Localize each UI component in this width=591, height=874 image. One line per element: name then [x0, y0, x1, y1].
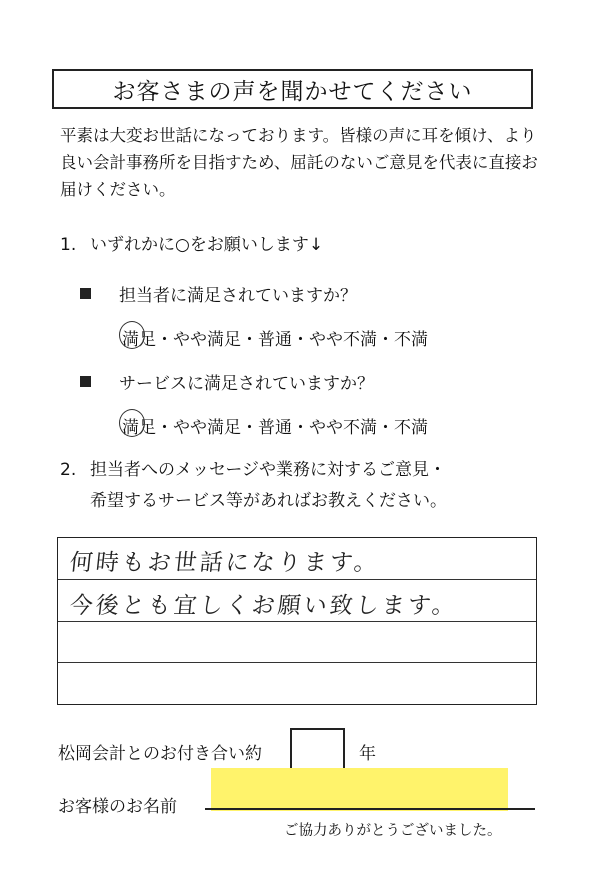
- question-2: [60, 455, 447, 517]
- survey-title-text: お客さまの声を聞かせてください: [112, 78, 473, 105]
- thank-you-text: ご協力ありがとうございました。: [284, 823, 502, 839]
- years-unit: 年: [359, 744, 376, 764]
- selected-circle-mark: [119, 409, 145, 437]
- question-2-number: 2.: [60, 460, 77, 480]
- rating-option-selected[interactable]: [122, 325, 156, 350]
- rating-options-staff[interactable]: [122, 325, 428, 350]
- comment-area[interactable]: [57, 537, 537, 705]
- handwritten-comment-line-1: 何時もお世話になります。: [68, 550, 382, 576]
- square-bullet-icon: [80, 288, 91, 299]
- rating-option-others[interactable]: ・やや満足・普通・やや不満・不満: [156, 330, 428, 350]
- question-1-text: いずれかに○をお願いします↓: [90, 235, 324, 255]
- customer-name-label: お客様のお名前: [58, 797, 177, 817]
- sub-question-service: [80, 369, 374, 394]
- question-1: [60, 230, 323, 255]
- customer-name-field[interactable]: [205, 808, 535, 810]
- sub-question-service-text: サービスに満足されていますか？: [119, 374, 374, 394]
- intro-text: 平素は大変お世話になっております。皆様の声に耳を傾け、より良い会計事務所を目指すため、屈託のないご意見を代表に直接お届けください。: [60, 126, 538, 199]
- sub-question-staff-text: 担当者に満足されていますか？: [119, 286, 357, 306]
- question-2-line1: 担当者へのメッセージや業務に対するご意見・: [90, 460, 446, 480]
- rating-option-first-label: 満足: [122, 418, 156, 438]
- handwritten-comment-line-2: 今後とも宜しくお願い致します。: [68, 593, 460, 619]
- name-redaction-highlight: [211, 768, 508, 811]
- sub-question-staff: [80, 281, 357, 306]
- selected-circle-mark: [119, 321, 145, 349]
- question-1-number: 1.: [60, 235, 77, 255]
- ruled-line: [58, 662, 536, 663]
- ruled-line: [58, 579, 536, 580]
- relationship-years-label: 松岡会計とのお付き合い約: [58, 744, 262, 764]
- rating-option-first-label: 満足: [122, 330, 156, 350]
- rating-options-service[interactable]: [122, 413, 428, 438]
- square-bullet-icon: [80, 376, 91, 387]
- rating-option-selected[interactable]: [122, 413, 156, 438]
- ruled-line: [58, 621, 536, 622]
- question-2-line2: 希望するサービス等があればお教えください。: [90, 491, 447, 511]
- rating-option-others[interactable]: ・やや満足・普通・やや不満・不満: [156, 418, 428, 438]
- survey-title: [52, 69, 533, 109]
